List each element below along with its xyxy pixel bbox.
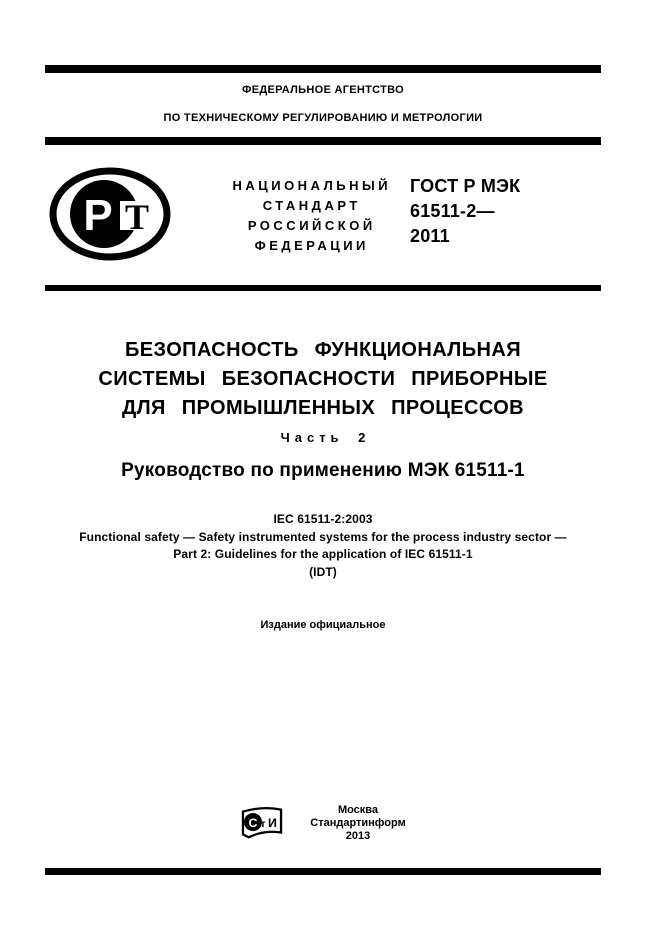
top-rule: [45, 65, 601, 73]
standartinform-logo-icon: [240, 803, 284, 843]
iec-code: IEC 61511-2:2003: [273, 512, 373, 526]
svg-text:С: С: [248, 815, 258, 830]
national-standard-line: СТАНДАРТ: [262, 198, 361, 213]
agency-name-line1: ФЕДЕРАЛЬНОЕ АГЕНТСТВО: [242, 84, 404, 96]
national-standard-label: [195, 176, 425, 256]
designation-line: 2011: [410, 226, 450, 246]
national-standard-line: РОССИЙСКОЙ: [247, 218, 376, 233]
iec-adoption-degree: (IDT): [309, 564, 337, 579]
designation-bottom-rule: [45, 285, 601, 291]
title-page-content: [45, 0, 601, 936]
designation-line: ГОСТ Р МЭК: [410, 176, 521, 196]
svg-text:Р: Р: [83, 191, 113, 240]
national-standard-line: НАЦИОНАЛЬНЫЙ: [232, 178, 392, 193]
title-line: ДЛЯ ПРОМЫШЛЕННЫХ ПРОЦЕССОВ: [121, 397, 525, 419]
title-line: БЕЗОПАСНОСТЬ ФУНКЦИОНАЛЬНАЯ: [125, 339, 521, 361]
imprint-city: Москва: [337, 803, 379, 816]
svg-text:И: И: [268, 815, 278, 830]
imprint-year: 2013: [345, 829, 371, 842]
header-bottom-rule: [45, 137, 601, 145]
title-line: СИСТЕМЫ БЕЗОПАСНОСТИ ПРИБОРНЫЕ: [98, 368, 548, 390]
document-title: [45, 336, 601, 423]
rosstandart-rst-logo-icon: [48, 166, 172, 262]
iec-title-line2: Part 2: Guidelines for the application of IEC 61511-1: [173, 547, 473, 561]
official-edition-note: Издание официальное: [260, 619, 386, 631]
imprint-text: [310, 804, 405, 843]
agency-name-line2: ПО ТЕХНИЧЕСКОМУ РЕГУЛИРОВАНИЮ И МЕТРОЛОГИИ: [163, 112, 483, 124]
iec-reference-block: [25, 511, 621, 581]
iec-title-line1: Functional safety — Safety instrumented systems for the process industry sector —: [79, 529, 567, 544]
document-subtitle: Руководство по применению МЭК 61511-1: [121, 460, 525, 481]
standard-designation: [410, 174, 595, 249]
svg-text:Т: Т: [124, 197, 150, 237]
footer-rule: [45, 868, 601, 875]
designation-line: 61511-2—: [410, 201, 495, 221]
national-standard-line: ФЕДЕРАЦИИ: [254, 238, 369, 253]
svg-text:т: т: [260, 818, 266, 830]
part-label: Часть 2: [280, 430, 371, 445]
imprint-block: [45, 803, 601, 843]
imprint-publisher: Стандартинформ: [310, 816, 406, 829]
